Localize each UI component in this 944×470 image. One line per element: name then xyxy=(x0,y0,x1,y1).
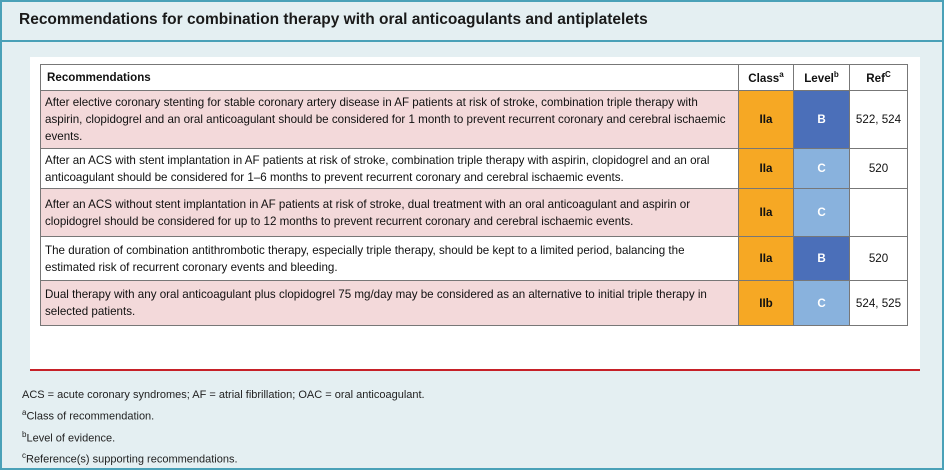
recommendation-text: After an ACS with stent implantation in AF patients at risk of stroke, combination triple therapy with aspirin, clopidogrel and an oral anticoagulant should be considered for 1–6 months to prevent recurrent coronary and cerebral ischaemic events. xyxy=(41,149,739,189)
header-ref-label: Ref xyxy=(866,71,885,85)
box-title: Recommendations for combination therapy with oral anticoagulants and antiplatelets xyxy=(19,11,648,28)
footnote-a-mark: a xyxy=(22,408,27,417)
table-header-row xyxy=(41,65,908,91)
footnotes xyxy=(22,387,425,469)
table-row xyxy=(41,189,908,237)
recommendation-text: After elective coronary stenting for stable coronary artery disease in AF patients at risk of stroke, combination triple therapy with aspirin, clopidogrel and an oral anticoagulant should be considered for 1 month to prevent recurrent coronary and cerebral ischaemic events. xyxy=(41,91,739,149)
table-row xyxy=(41,237,908,281)
level-cell: B xyxy=(794,237,850,281)
footnote-abbreviations: ACS = acute coronary syndromes; AF = atrial fibrillation; OAC = oral anticoagulant. xyxy=(22,389,425,401)
table-row xyxy=(41,149,908,189)
ref-cell: 524, 525 xyxy=(850,281,908,326)
class-cell: IIb xyxy=(739,281,794,326)
level-cell: C xyxy=(794,149,850,189)
header-recommendations-label: Recommendations xyxy=(47,71,151,84)
header-level-label: Level xyxy=(804,71,834,85)
recommendation-text: After an ACS without stent implantation in AF patients at risk of stroke, dual treatment with an oral anticoagulant and aspirin or clopidogrel should be considered for up to 12 months to prevent recurrent coronary and cerebral ischaemic events. xyxy=(41,189,739,237)
table-row xyxy=(41,91,908,149)
recommendation-text: Dual therapy with any oral anticoagulant plus clopidogrel 75 mg/day may be considered as an alternative to initial triple therapy in selected patients. xyxy=(41,281,739,326)
class-cell: IIa xyxy=(739,189,794,237)
footnote-a-text: Class of recommendation. xyxy=(26,410,155,423)
ref-cell: 520 xyxy=(850,237,908,281)
header-class xyxy=(739,65,794,91)
class-cell: IIa xyxy=(739,91,794,149)
recommendations-table xyxy=(40,64,908,326)
title-bar xyxy=(2,2,942,42)
header-ref-sup: C xyxy=(884,70,891,80)
header-ref xyxy=(850,65,908,91)
class-cell: IIa xyxy=(739,149,794,189)
level-cell: B xyxy=(794,91,850,149)
footnote-b xyxy=(22,426,425,448)
class-cell: IIa xyxy=(739,237,794,281)
table-row xyxy=(41,281,908,326)
recommendation-text: The duration of combination antithrombotic therapy, especially triple therapy, should be kept to a limited period, balancing the estimated risk of recurrent coronary events and bleeding. xyxy=(41,237,739,281)
level-cell: C xyxy=(794,281,850,326)
footnote-c-text: Reference(s) supporting recommendations. xyxy=(26,453,238,466)
header-level xyxy=(794,65,850,91)
ref-cell: 520 xyxy=(850,149,908,189)
ref-cell: 522, 524 xyxy=(850,91,908,149)
footnote-c xyxy=(22,447,425,469)
header-level-sup: b xyxy=(833,70,839,80)
ref-cell xyxy=(850,189,908,237)
header-recommendations xyxy=(41,65,739,91)
header-class-label: Class xyxy=(748,71,780,85)
footnote-c-mark: c xyxy=(22,451,26,461)
footnote-a xyxy=(22,404,425,426)
footnote-b-text: Level of evidence. xyxy=(26,432,116,445)
footnote-b-mark: b xyxy=(22,429,27,439)
level-cell: C xyxy=(794,189,850,237)
table-panel xyxy=(30,57,920,371)
header-class-sup: a xyxy=(779,70,784,80)
